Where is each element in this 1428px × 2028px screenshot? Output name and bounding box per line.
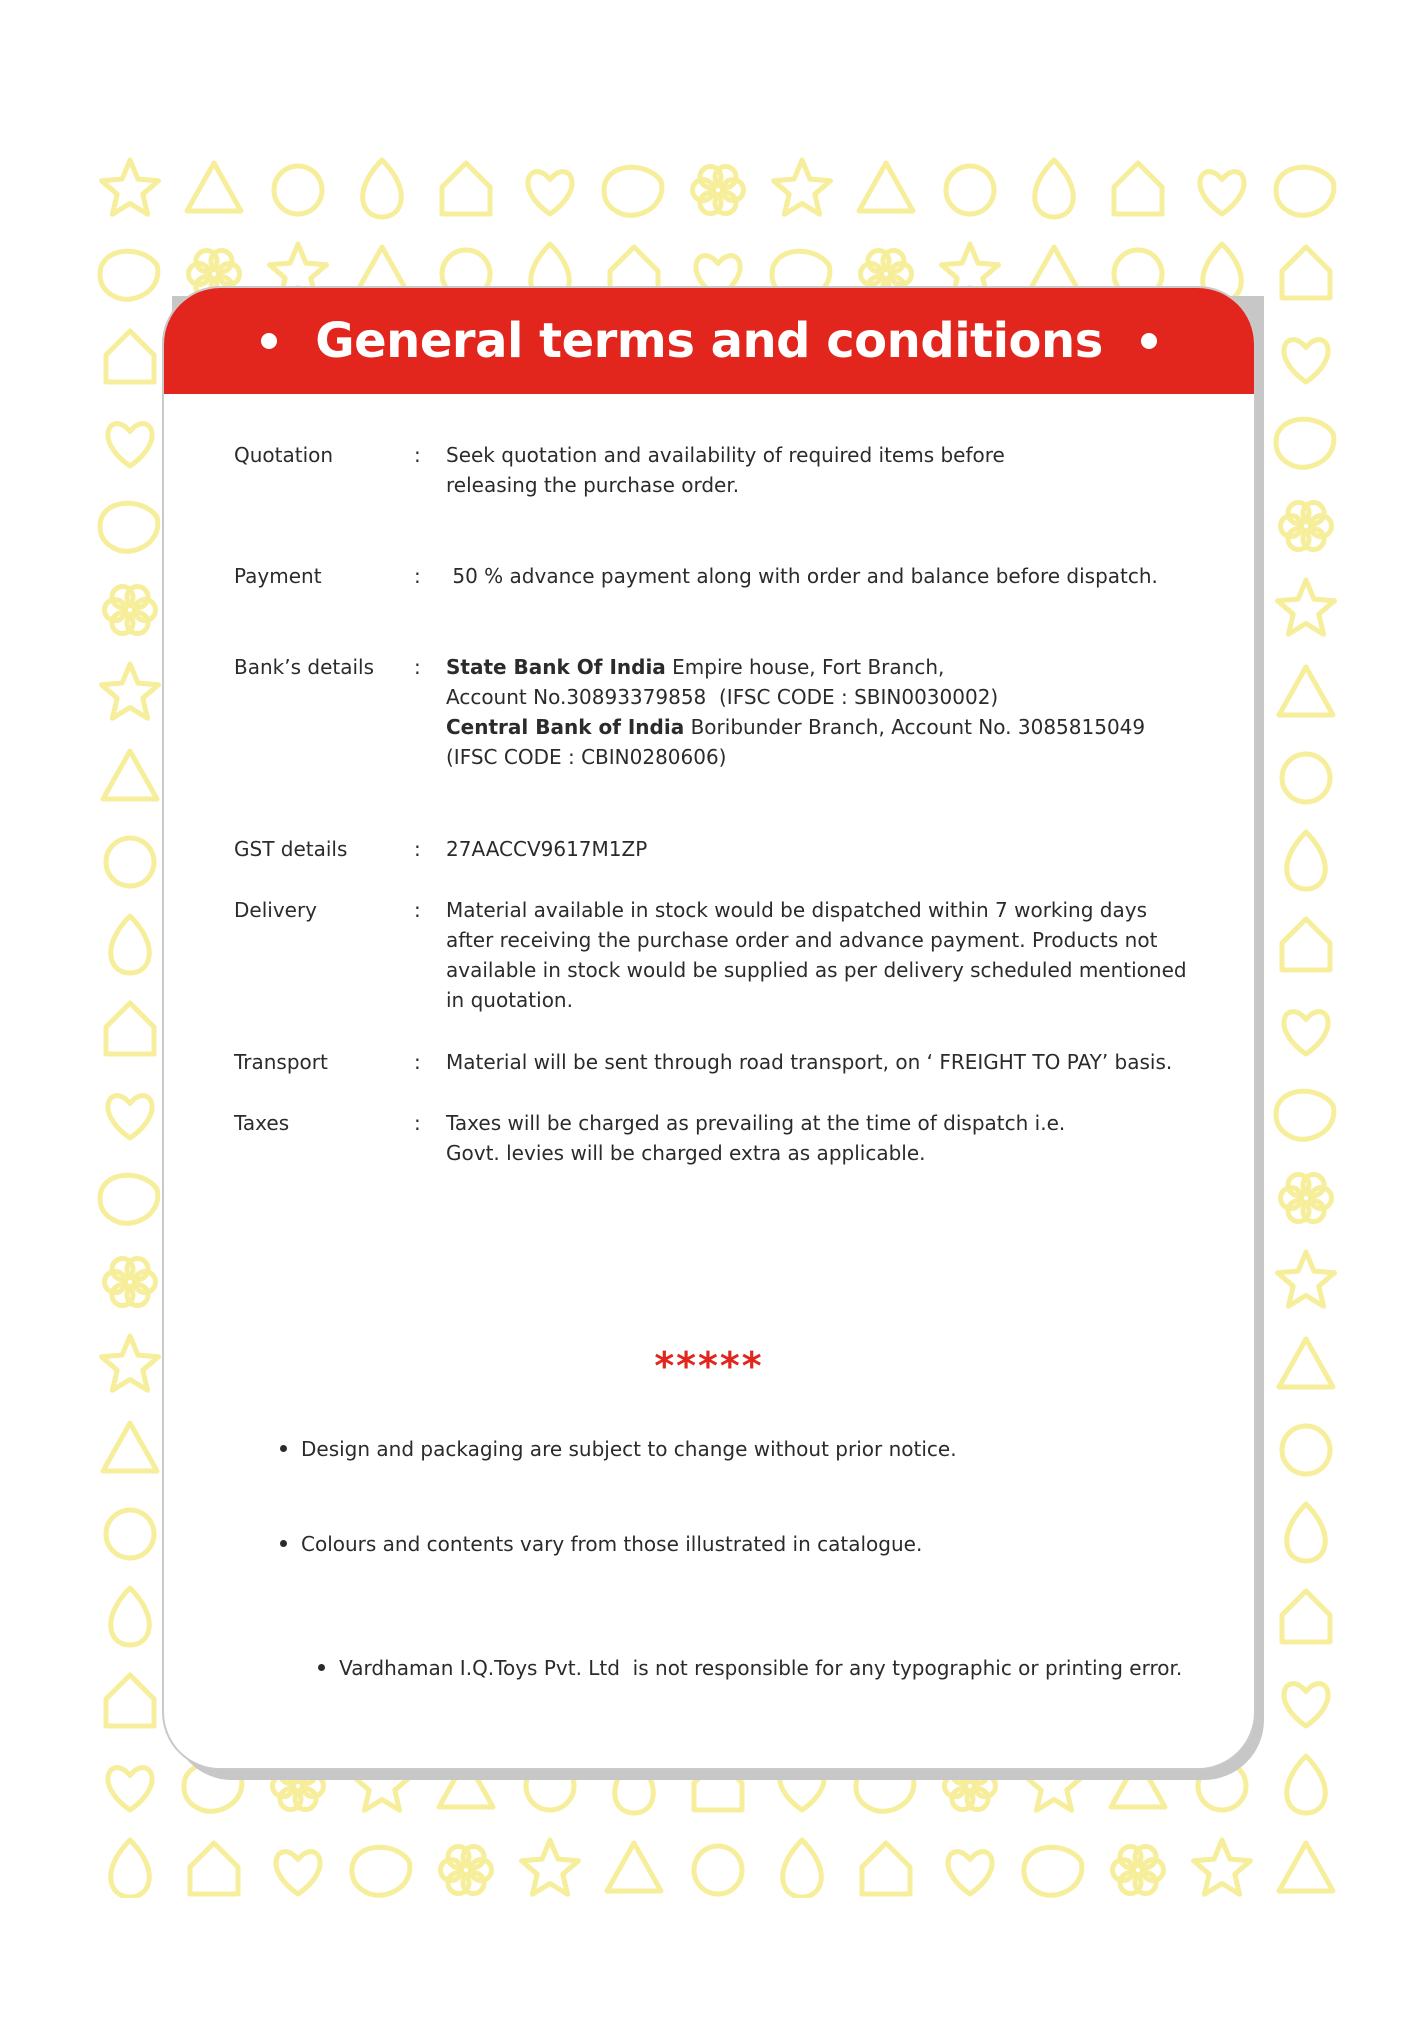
term-label: Transport	[234, 1050, 328, 1074]
term-value	[446, 895, 1206, 1015]
drop-toy-icon	[1287, 1504, 1326, 1561]
tri-toy-icon	[103, 751, 157, 799]
note-item	[280, 1623, 1183, 1713]
flower-toy-icon	[441, 1847, 492, 1894]
flower-toy-icon	[1281, 503, 1332, 550]
tri-toy-icon	[607, 1843, 661, 1891]
term-value	[446, 834, 1206, 864]
house-toy-icon	[1282, 1591, 1330, 1642]
bank-detail: Empire house, Fort Branch,	[665, 655, 945, 679]
drop-toy-icon	[111, 1588, 150, 1645]
heart-toy-icon	[1284, 1684, 1328, 1726]
term-line: Govt. levies will be charged extra as applicable.	[446, 1141, 926, 1165]
drop-toy-icon	[111, 916, 150, 973]
star-toy-icon	[102, 664, 159, 718]
circle-toy-icon	[106, 1510, 154, 1558]
blob-toy-icon	[100, 251, 158, 299]
bank-name: Central Bank of India	[446, 715, 685, 739]
bullet-dot-icon	[318, 1664, 325, 1671]
card-header	[164, 288, 1254, 394]
term-colon: :	[414, 1050, 421, 1074]
note-item	[280, 1529, 1180, 1559]
heart-toy-icon	[108, 1096, 152, 1138]
drop-toy-icon	[111, 1840, 150, 1897]
note-text: Design and packaging are subject to change without prior notice.	[301, 1437, 957, 1461]
circle-toy-icon	[946, 166, 994, 214]
term-line: available in stock would be supplied as per delivery scheduled mentioned	[446, 958, 1187, 982]
term-label: Taxes	[234, 1111, 290, 1135]
bullet-dot-icon	[280, 1540, 287, 1547]
star-toy-icon	[1278, 1252, 1335, 1306]
term-line: Material will be sent through road transport, on ‘ FREIGHT TO PAY’ basis.	[446, 1050, 1173, 1074]
note-item	[280, 1434, 1180, 1464]
house-toy-icon	[1114, 163, 1162, 214]
blob-toy-icon	[1276, 419, 1334, 467]
star-toy-icon	[1278, 580, 1335, 634]
term-value	[446, 440, 1206, 500]
bank-line	[446, 712, 1206, 742]
tri-toy-icon	[859, 163, 913, 211]
house-toy-icon	[1282, 919, 1330, 970]
house-toy-icon	[1282, 247, 1330, 298]
bullet-dot-icon	[280, 1445, 287, 1452]
term-value	[446, 561, 1206, 591]
bank-line	[446, 652, 1206, 682]
tri-toy-icon	[187, 163, 241, 211]
tri-toy-icon	[103, 1423, 157, 1471]
note-text: Colours and contents vary from those illustrated in catalogue.	[301, 1532, 923, 1556]
heart-toy-icon	[1200, 172, 1244, 214]
house-toy-icon	[106, 1675, 154, 1726]
term-line: 27AACCV9617M1ZP	[446, 837, 648, 861]
term-colon: :	[414, 1111, 421, 1135]
circle-toy-icon	[106, 838, 154, 886]
tri-toy-icon	[1279, 1339, 1333, 1387]
drop-toy-icon	[1287, 832, 1326, 889]
house-toy-icon	[862, 1843, 910, 1894]
term-label: Delivery	[234, 898, 318, 922]
term-label: GST details	[234, 837, 348, 861]
term-value	[446, 1047, 1206, 1077]
term-colon: :	[414, 837, 421, 861]
heart-toy-icon	[108, 424, 152, 466]
bank-account-line: Account No.30893379858 (IFSC CODE : SBIN0030002)	[446, 685, 999, 709]
star-separator: *****	[654, 1344, 764, 1388]
drop-toy-icon	[1287, 1756, 1326, 1813]
blob-toy-icon	[1024, 1847, 1082, 1895]
term-colon: :	[414, 564, 421, 588]
term-colon: :	[414, 443, 421, 467]
heart-toy-icon	[276, 1852, 320, 1894]
drop-toy-icon	[783, 1840, 822, 1897]
heart-toy-icon	[1284, 340, 1328, 382]
house-toy-icon	[442, 163, 490, 214]
bank-detail: Boribunder Branch, Account No. 3085815049	[684, 715, 1146, 739]
tri-toy-icon	[1279, 667, 1333, 715]
drop-toy-icon	[1035, 160, 1074, 217]
circle-toy-icon	[1282, 754, 1330, 802]
term-colon: :	[414, 898, 421, 922]
house-toy-icon	[190, 1843, 238, 1894]
term-line: after receiving the purchase order and advance payment. Products not	[446, 928, 1158, 952]
blob-toy-icon	[1276, 1091, 1334, 1139]
term-line: Seek quotation and availability of required items before	[446, 443, 1005, 467]
flower-toy-icon	[1113, 1847, 1164, 1894]
circle-toy-icon	[1282, 1426, 1330, 1474]
term-value	[446, 1108, 1206, 1168]
blob-toy-icon	[100, 503, 158, 551]
flower-toy-icon	[1281, 1175, 1332, 1222]
flower-toy-icon	[105, 1259, 156, 1306]
term-line: 50 % advance payment along with order and balance before dispatch.	[446, 564, 1158, 588]
bullet-dot-icon	[261, 333, 277, 349]
term-label: Payment	[234, 564, 322, 588]
circle-toy-icon	[694, 1846, 742, 1894]
heart-toy-icon	[528, 172, 572, 214]
term-label: Quotation	[234, 443, 334, 467]
star-toy-icon	[102, 160, 159, 214]
star-toy-icon	[774, 160, 831, 214]
tri-toy-icon	[1279, 1843, 1333, 1891]
term-line: Material available in stock would be dispatched within 7 working days	[446, 898, 1147, 922]
bank-account-line: (IFSC CODE : CBIN0280606)	[446, 745, 727, 769]
heart-toy-icon	[948, 1852, 992, 1894]
term-value	[446, 652, 1206, 772]
bank-name: State Bank Of India	[446, 655, 666, 679]
terms-card	[162, 286, 1256, 1770]
blob-toy-icon	[604, 167, 662, 215]
drop-toy-icon	[363, 160, 402, 217]
flower-toy-icon	[105, 587, 156, 634]
note-text: Vardhaman I.Q.Toys Pvt. Ltd is not responsible for any typographic or printing error.	[339, 1656, 1183, 1680]
house-toy-icon	[106, 1003, 154, 1054]
star-toy-icon	[102, 1336, 159, 1390]
star-toy-icon	[1194, 1840, 1251, 1894]
circle-toy-icon	[274, 166, 322, 214]
star-toy-icon	[522, 1840, 579, 1894]
flower-toy-icon	[693, 167, 744, 214]
heart-toy-icon	[108, 1768, 152, 1810]
blob-toy-icon	[100, 1175, 158, 1223]
bullet-dot-icon	[1141, 333, 1157, 349]
blob-toy-icon	[1276, 167, 1334, 215]
term-line: releasing the purchase order.	[446, 473, 740, 497]
term-label: Bank’s details	[234, 655, 374, 679]
term-line: in quotation.	[446, 988, 573, 1012]
heart-toy-icon	[1284, 1012, 1328, 1054]
term-colon: :	[414, 655, 421, 679]
blob-toy-icon	[352, 1847, 410, 1895]
page-title: General terms and conditions	[315, 313, 1103, 369]
house-toy-icon	[106, 331, 154, 382]
term-line: Taxes will be charged as prevailing at the time of dispatch i.e.	[446, 1111, 1066, 1135]
